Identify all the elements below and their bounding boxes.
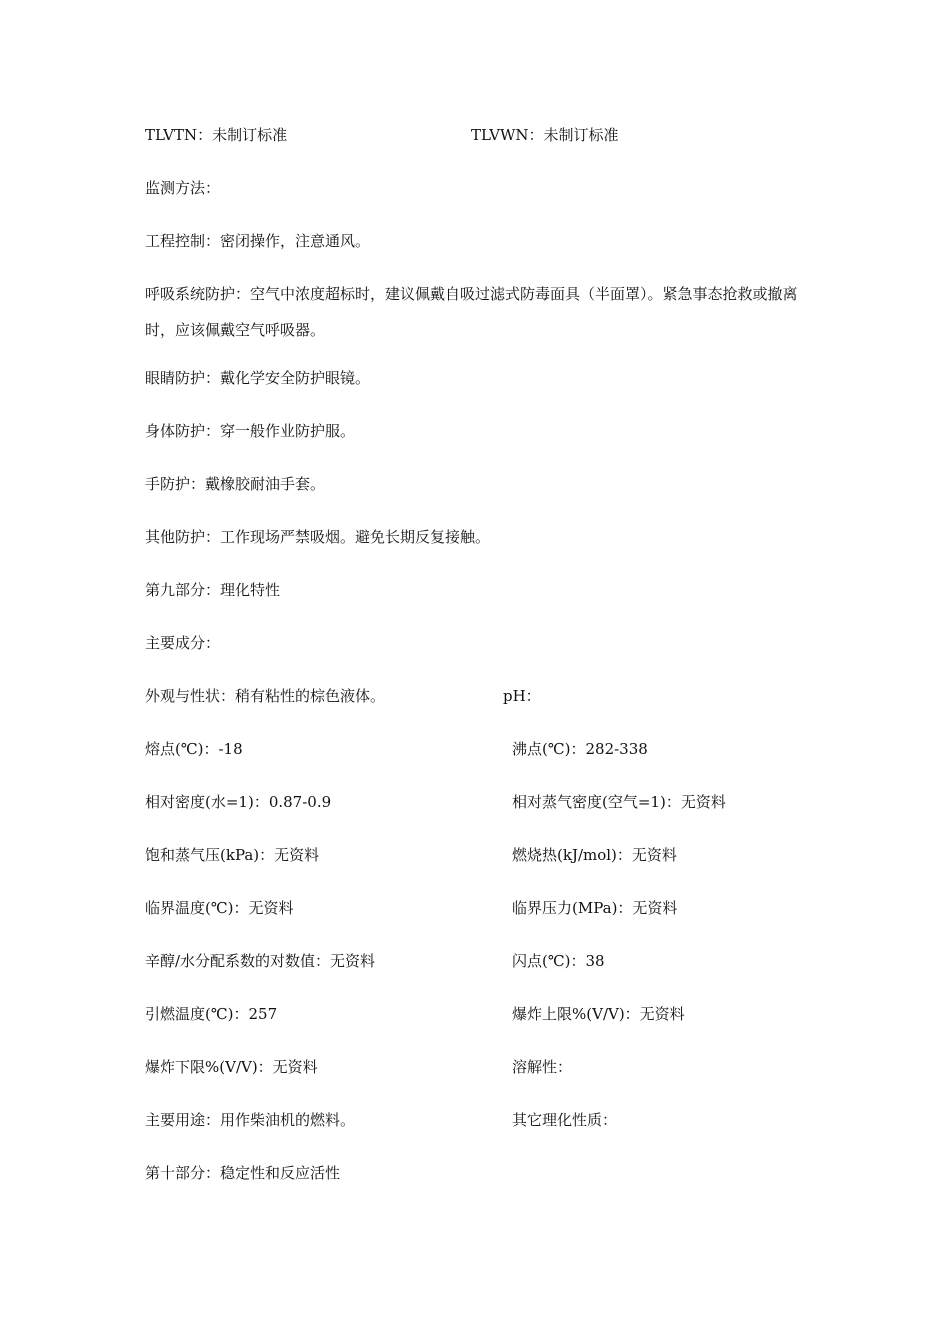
ph-value: pH： xyxy=(503,687,541,705)
eye-protection: 眼睛防护：戴化学安全防护眼镜。 xyxy=(145,369,371,387)
main-use: 主要用途：用作柴油机的燃料。 xyxy=(145,1111,356,1129)
appearance: 外观与性状：稍有粘性的棕色液体。 xyxy=(145,687,386,705)
other-protection: 其他防护：工作现场严禁吸烟。避免长期反复接触。 xyxy=(145,528,491,546)
tlvwn-text: TLVWN：未制订标准 xyxy=(471,126,619,144)
solubility: 溶解性： xyxy=(512,1058,573,1076)
relative-vapor-density: 相对蒸气密度(空气=1)：无资料 xyxy=(512,793,726,811)
body-protection: 身体防护：穿一般作业防护服。 xyxy=(145,422,356,440)
critical-temperature: 临界温度(℃)：无资料 xyxy=(145,899,294,917)
section-9-title: 第九部分：理化特性 xyxy=(145,581,281,599)
flash-point: 闪点(℃)：38 xyxy=(512,952,605,970)
explosion-upper-limit: 爆炸上限%(V/V)：无资料 xyxy=(512,1005,685,1023)
critical-pressure: 临界压力(MPa)：无资料 xyxy=(512,899,678,917)
main-components: 主要成分： xyxy=(145,634,221,652)
saturated-vapor-pressure: 饱和蒸气压(kPa)：无资料 xyxy=(145,846,320,864)
ignition-temperature: 引燃温度(℃)：257 xyxy=(145,1005,278,1023)
octanol-water-coefficient: 辛醇/水分配系数的对数值：无资料 xyxy=(145,952,376,970)
engineering-control: 工程控制：密闭操作，注意通风。 xyxy=(145,232,371,250)
explosion-lower-limit: 爆炸下限%(V/V)：无资料 xyxy=(145,1058,318,1076)
tlvtn-text: TLVTN：未制订标准 xyxy=(145,126,288,144)
melting-point: 熔点(℃)：-18 xyxy=(145,740,243,758)
other-properties: 其它理化性质： xyxy=(512,1111,618,1129)
hand-protection: 手防护：戴橡胶耐油手套。 xyxy=(145,475,326,493)
heat-of-combustion: 燃烧热(kJ/mol)：无资料 xyxy=(512,846,677,864)
boiling-point: 沸点(℃)：282-338 xyxy=(512,740,648,758)
relative-density-water: 相对密度(水=1)：0.87-0.9 xyxy=(145,793,332,811)
respiratory-protection: 呼吸系统防护：空气中浓度超标时，建议佩戴自吸过滤式防毒面具（半面罩）。紧急事态抢救或撤离时，应该佩戴空气呼吸器。 xyxy=(145,285,798,339)
monitoring-method: 监测方法： xyxy=(145,179,221,197)
section-10-title: 第十部分：稳定性和反应活性 xyxy=(145,1164,341,1182)
